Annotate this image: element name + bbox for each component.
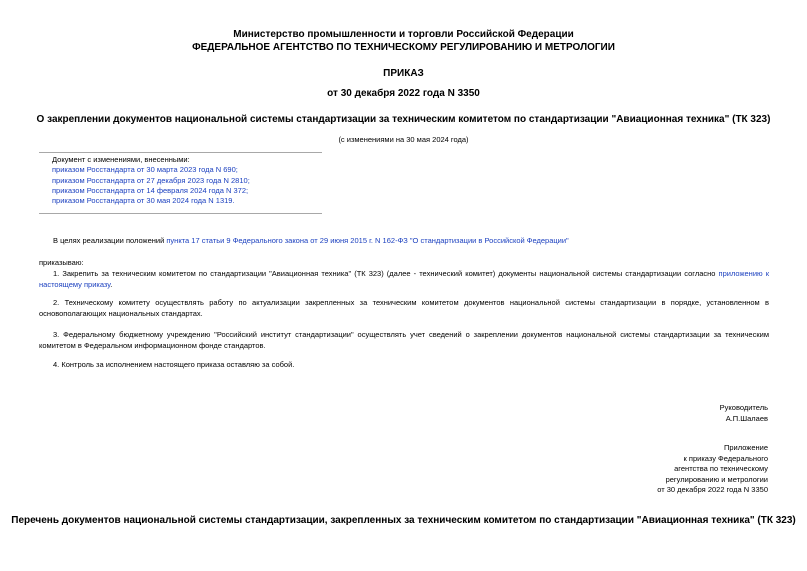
changes-note: (с изменениями на 30 мая 2024 года)	[338, 135, 469, 144]
paragraph-2: 2. Техническому комитету осуществлять работу по актуализации закрепленных за техническим комитетом документов национальной системы стандартизации в порядке, установленном в основополагающих национальных стандартах.	[39, 298, 769, 318]
paragraph-3: 3. Федеральному бюджетному учреждению "Российский институт стандартизации" осуществлять учет сведений о закреплении документов национальной системы стандартизации за техническим комитетом в Федеральном информационном фонде стандартов.	[39, 330, 769, 350]
doc-date-number: от 30 декабря 2022 года N 3350	[327, 88, 480, 99]
appendix-line: от 30 декабря 2022 года N 3350	[657, 485, 768, 494]
amendment-link[interactable]: приказом Росстандарта от 14 февраля 2024 года N 372;	[52, 185, 249, 195]
appendix-line: регулированию и метрологии	[665, 474, 768, 484]
amendments-block	[52, 155, 250, 206]
appendix-header	[657, 443, 768, 496]
amendment-link[interactable]: приказом Росстандарта от 30 марта 2023 года N 690;	[52, 165, 238, 175]
divider-top	[39, 152, 322, 153]
doc-type: ПРИКАЗ	[383, 68, 424, 79]
paragraph-1-text: 1. Закрепить за техническим комитетом по стандартизации "Авиационная техника" (ТК 323) (далее - технический комитет) документы национальной системы стандартизации согласно	[53, 269, 719, 278]
list-title: Перечень документов национальной системы стандартизации, закрепленных за техническим комитетом по стандартизации "Авиационная техника" (ТК 323)	[11, 515, 796, 526]
amendments-intro: Документ с изменениями, внесенными:	[52, 155, 190, 164]
amendment-link[interactable]: приказом Росстандарта от 27 декабря 2023 года N 2810;	[52, 175, 250, 185]
appendix-line: агентства по техническому	[674, 464, 768, 473]
ministry-name: Министерство промышленности и торговли Российской Федерации	[233, 29, 574, 40]
goal-prefix: В целях реализации положений	[53, 236, 167, 245]
agency-name: ФЕДЕРАЛЬНОЕ АГЕНТСТВО ПО ТЕХНИЧЕСКОМУ РЕГУЛИРОВАНИЮ И МЕТРОЛОГИИ	[192, 42, 615, 53]
doc-title: О закреплении документов национальной системы стандартизации за техническим комитетом по стандартизации "Авиационная техника" (ТК 323)	[36, 114, 771, 125]
federal-law-link[interactable]: пункта 17 статьи 9 Федерального закона от 29 июня 2015 г. N 162-ФЗ "О стандартизации в Российской Федерации"	[166, 236, 569, 245]
signature-role: Руководитель	[719, 403, 768, 412]
paragraph-1-end: .	[110, 279, 113, 289]
appendix-line: к приказу Федерального	[683, 453, 768, 463]
appendix-link[interactable]: приложению к настоящему приказу	[39, 269, 769, 289]
paragraph-4: 4. Контроль за исполнением настоящего приказа оставляю за собой.	[53, 360, 295, 369]
appendix-line: Приложение	[724, 443, 768, 452]
signature-name: А.П.Шалаев	[725, 413, 768, 423]
goal-paragraph	[39, 236, 769, 247]
divider-bottom	[39, 213, 322, 214]
paragraph-1	[39, 269, 769, 290]
order-word: приказываю:	[39, 258, 84, 267]
signature-block	[720, 403, 768, 424]
amendment-link[interactable]: приказом Росстандарта от 30 мая 2024 года N 1319.	[52, 196, 235, 206]
